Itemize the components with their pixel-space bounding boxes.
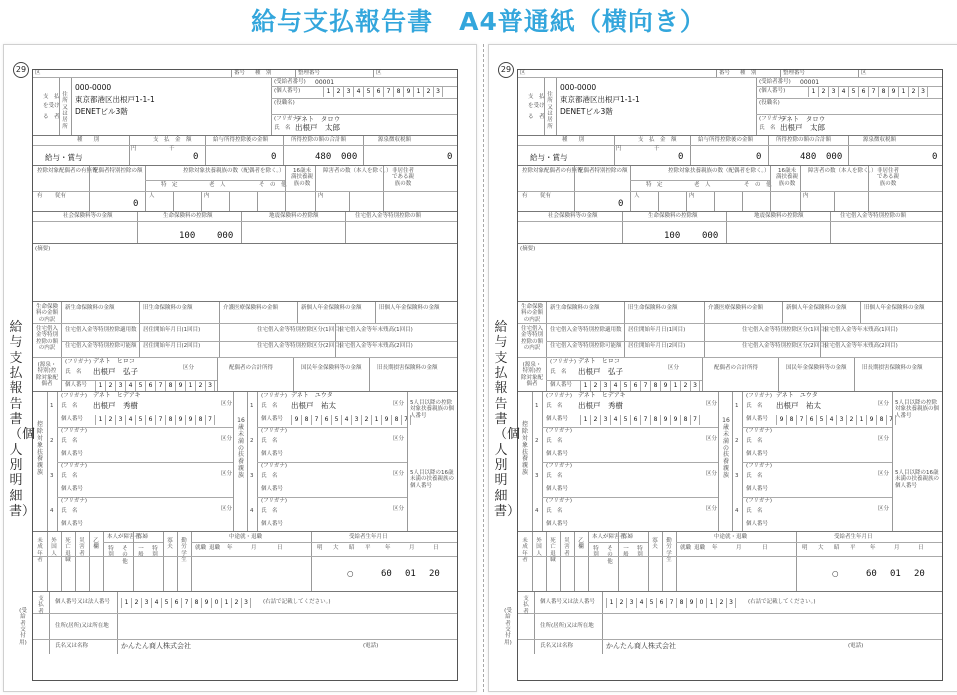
payer-name-row: 氏名又は名称 かんたん商人株式会社 (電話) [518, 640, 942, 654]
amounts-row: 給与・賞与 円 千 0 0 480 000 0 [33, 146, 457, 166]
dependents-row: 有 従有 0 人 内 内 [518, 192, 942, 212]
sheet-divider [483, 44, 484, 692]
recipient-kojin-digits: 1 2 3 4 5 6 7 8 9 1 2 3 [323, 87, 443, 97]
recipient-kojin-digits: 1 2 3 4 5 6 7 8 9 1 2 3 [808, 87, 928, 97]
payer-name-row: 氏名又は名称 かんたん商人株式会社 (電話) [33, 640, 457, 654]
dependents-header: 控除対象配偶者の有無等 配偶者特別控除の額 控除対象扶養親族の数（配偶者を除く。） 特 定 老 人 そ の 他 16歳未満扶養親族の数 障害者の数（本人を除く。） 非居住者である親族の数 [33, 166, 457, 192]
dependents-row: 有 従有 0 人 内 内 [33, 192, 457, 212]
housing-detail: 住宅借入金等特別控除の額の内訳 住宅借入金等特別控除適用数 住宅借入金等特別控除可能額 居住開始年月日(1回目) 居住開始年月日(2回目) 住宅借入金等特別控除区分(1回目) 住宅借入金等特別控除区分(2回目) 住宅借入金等年末残高(1回目) 住宅借入金等年末残高(2回目) [33, 324, 457, 358]
amounts-header: 種 別 支 払 金 額 給与所得控除後の金額 所得控除の額の合計額 源泉徴収税額 [518, 136, 942, 146]
withholding-form-copy: 29 給与支払報告書（個人別明細書） 区 番号 種 別 整理番号 区 支 払 を受け る 者 住所又は居所 000-0000 東京都港区出根戸1-1-1 DENETビル3階 (受給者番号) 00001 (個人番号) 1 2 3 4 5 6 7 8 9 1 2 3 (役職名) (フリガナ) デネト タロウ 氏 名 出根戸 太郎 種 別 支 払 金 額 給与所得控除後の金額 所得控除の額の合計額 源泉徴収税額 給与・賞与 円 千 0 0 480 000 0 控除対象配偶者の有無等 配偶者特別控除の額 控除対象扶養親族の数（配偶者を除く。） 特 定 老 人 そ の 他 16歳未満扶養親族の数 障害者の数（本人を除く。） 非居住者である親族の数 有 従有 0 人 内 内 社会保険料等の金額 生命保険料の控除額 地震保険料の控除額 住宅借入金等特別控除の額 100 000 (摘要) 生命保険料の金額の内訳 新生命保険料の金額 旧生命保険料の金額 介護医療保険料の金額 新個人年金保険料の金額 旧個人年金保険料の金額 住宅借入金等特別控除の額の内訳 住宅借入金等特別控除適用数 住宅借入金等特別控除可能額 居住開始年月日(1回目) 居住開始年月日(2回目) 住宅借入金等特別控除区分(1回目) 住宅借入金等特別控除区分(2回目) 住宅借入金等年末残高(1回目) 住宅借入金等年末残高(2回目) (源泉・特別)控除対象配偶者 (フリガナ) デネト ヒロコ 氏 名 出根戸 弘子 区分 個人番号 1 2 3 4 5 6 7 8 9 1 2 3 配偶者の合計所得 国民年金保険料等の金額 旧長期損害保険料の金額 控除対象扶養親族 1 2 3 4 (フリガナ) デネト ヒデアキ 氏 名 出根戸 秀樹 個人番号 1 2 3 4 5 6 7 8 9 9 8 7 区分 (フリガナ) 氏 名 個人番号 区分 (フリガナ) 氏 名 個人番号 区分 (フリガナ) 氏 名 個人番号 区分 16歳未満の扶養親族 1 2 3 4 (フリガナ) デネト ユウタ 氏 名 出根戸 祐太 個人番号 9 8 7 6 5 4 3 2 1 9 8 7 区分 (フリガナ) 氏 名 個人番号 区分 (フリガナ) 氏 名 個人番号 区分 (フリガナ) 氏 名 個人番号 区分 5人目以降の控除対象扶養親族の個人番号 5人目以降の16歳未満の扶養親族の個人番号 未成年者 外国人 死亡退職 災害者 乙欄 本人が障害者 特別 その他 寡婦 一般 特別 寡夫 勤労学生 中途就・退職 就職 退職 年 月 日 受給者生年月日 明 大 昭 平 年 月 日 ○ 60 01 20 支払者 個人番号又は法人番号 1 2 3 4 5 6 7 8 9 0 1 2 3 (右詰で記載してください。) 住所(居所)又は所在地 氏名又は名称 かんたん商人株式会社 (電話) (受給者交付用) [517, 69, 943, 681]
insurance-row: 100 000 [518, 222, 942, 244]
insurance-header: 社会保険料等の金額 生命保険料の控除額 地震保険料の控除額 住宅借入金等特別控除の額 [33, 212, 457, 222]
dependents-header: 控除対象配偶者の有無等 配偶者特別控除の額 控除対象扶養親族の数（配偶者を除く。） 特 定 老 人 そ の 他 16歳未満扶養親族の数 障害者の数（本人を除く。） 非居住者である親族の数 [518, 166, 942, 192]
status-block: 未成年者 外国人 死亡退職 災害者 乙欄 本人が障害者 特別 その他 寡婦 一般 特別 寡夫 勤労学生 中途就・退職 就職 退職 年 月 日 受給者生年月日 明 大 昭 平 年 月 日 ○ 60 01 20 [518, 532, 942, 592]
insurance-header: 社会保険料等の金額 生命保険料の控除額 地震保険料の控除額 住宅借入金等特別控除の額 [518, 212, 942, 222]
year-mark: 29 [13, 62, 29, 78]
recipient-block: 支 払 を受け る 者 住所又は居所 000-0000 東京都港区出根戸1-1-1 DENETビル3階 (受給者番号) 00001 (個人番号) 1 2 3 4 5 6 7 8 9 1 2 3 (役職名) (フリガナ) デネト タロウ 氏 名 出根戸 太郎 [518, 78, 942, 136]
side-title: 給与支払報告書（個人別明細書） [9, 320, 36, 519]
payer-address-row: 住所(居所)又は所在地 [33, 614, 457, 640]
payer-kojin-row: 支払者 個人番号又は法人番号 1 2 3 4 5 6 7 8 9 0 1 2 3 (右詰で記載してください。) [518, 592, 942, 614]
dependents-block: 控除対象扶養親族 1 2 3 4 (フリガナ) デネト ヒデアキ 氏 名 出根戸 秀樹 個人番号 1 2 3 4 5 6 7 8 9 9 8 7 区分 (フリガナ) 氏 名 個人番号 区分 (フリガナ) 氏 名 個人番号 区分 (フリガナ) 氏 名 個人番号 区分 16歳未満の扶養親族 1 2 3 4 (フリガナ) デネト ユウタ 氏 名 出根戸 祐太 個人番号 9 8 7 6 5 4 3 2 1 9 8 7 区分 (フリガナ) 氏 名 個人番号 区分 (フリガナ) 氏 名 個人番号 区分 (フリガナ) 氏 名 個人番号 区分 5人目以降の控除対象扶養親族の個人番号 5人目以降の16歳未満の扶養親族の個人番号 [518, 392, 942, 532]
payer-kojin-row: 支払者 個人番号又は法人番号 1 2 3 4 5 6 7 8 9 0 1 2 3 (右詰で記載してください。) [33, 592, 457, 614]
recipient-block: 支 払 を受け る 者 住所又は居所 000-0000 東京都港区出根戸1-1-1 DENETビル3階 (受給者番号) 00001 (個人番号) 1 2 3 4 5 6 7 8 9 1 2 3 (役職名) (フリガナ) デネト タロウ 氏 名 出根戸 太郎 [33, 78, 457, 136]
top-row: 区 番号 種 別 整理番号 区 [33, 70, 457, 78]
dependents-block: 控除対象扶養親族 1 2 3 4 (フリガナ) デネト ヒデアキ 氏 名 出根戸 秀樹 個人番号 1 2 3 4 5 6 7 8 9 9 8 7 区分 (フリガナ) 氏 名 個人番号 区分 (フリガナ) 氏 名 個人番号 区分 (フリガナ) 氏 名 個人番号 区分 16歳未満の扶養親族 1 2 3 4 (フリガナ) デネト ユウタ 氏 名 出根戸 祐太 個人番号 9 8 7 6 5 4 3 2 1 9 8 7 区分 (フリガナ) 氏 名 個人番号 区分 (フリガナ) 氏 名 個人番号 区分 (フリガナ) 氏 名 個人番号 区分 5人目以降の控除対象扶養親族の個人番号 5人目以降の16歳未満の扶養親族の個人番号 [33, 392, 457, 532]
form-sheet-left [3, 44, 477, 692]
spouse-block: (源泉・特別)控除対象配偶者 (フリガナ) デネト ヒロコ 氏 名 出根戸 弘子 区分 個人番号 1 2 3 4 5 6 7 8 9 1 2 3 配偶者の合計所得 国民年金保険料等の金額 旧長期損害保険料の金額 [518, 358, 942, 392]
insurance-row: 100 000 [33, 222, 457, 244]
amounts-header: 種 別 支 払 金 額 給与所得控除後の金額 所得控除の額の合計額 源泉徴収税額 [33, 136, 457, 146]
form-sheet-right [488, 44, 957, 692]
remarks-box: (摘要) [33, 244, 457, 302]
amounts-row: 給与・賞与 円 千 0 0 480 000 0 [518, 146, 942, 166]
remarks-box: (摘要) [518, 244, 942, 302]
insurance-detail: 生命保険料の金額の内訳 新生命保険料の金額 旧生命保険料の金額 介護医療保険料の金額 新個人年金保険料の金額 旧個人年金保険料の金額 [33, 302, 457, 324]
housing-detail: 住宅借入金等特別控除の額の内訳 住宅借入金等特別控除適用数 住宅借入金等特別控除可能額 居住開始年月日(1回目) 居住開始年月日(2回目) 住宅借入金等特別控除区分(1回目) 住宅借入金等特別控除区分(2回目) 住宅借入金等年末残高(1回目) 住宅借入金等年末残高(2回目) [518, 324, 942, 358]
withholding-form: 29 給与支払報告書（個人別明細書） 区 番号 種 別 整理番号 区 支 払 を受け る 者 住所又は居所 000-0000 東京都港区出根戸1-1-1 DENETビル3階 (受給者番号) 00001 (個人番号) 1 2 3 4 5 6 7 8 9 1 2 3 (役職名) (フリガナ) デネト タロウ 氏 名 出根戸 太郎 種 別 支 払 金 額 給与所得控除後の金額 所得控除の額の合計額 源泉徴収税額 給与・賞与 円 千 0 0 480 000 0 控除対象配偶者の有無等 配偶者特別控除の額 控除対象扶養親族の数（配偶者を除く。） 特 定 老 人 そ の 他 16歳未満扶養親族の数 障害者の数（本人を除く。） 非居住者である親族の数 有 従有 0 人 内 内 社会保険料等の金額 生命保険料の控除額 地震保険料の控除額 住宅借入金等特別控除の額 100 000 (摘要) 生命保険料の金額の内訳 新生命保険料の金額 旧生命保険料の金額 介護医療保険料の金額 新個人年金保険料の金額 旧個人年金保険料の金額 住宅借入金等特別控除の額の内訳 住宅借入金等特別控除適用数 住宅借入金等特別控除可能額 居住開始年月日(1回目) 居住開始年月日(2回目) 住宅借入金等特別控除区分(1回目) 住宅借入金等特別控除区分(2回目) 住宅借入金等年末残高(1回目) 住宅借入金等年末残高(2回目) (源泉・特別)控除対象配偶者 (フリガナ) デネト ヒロコ 氏 名 出根戸 弘子 区分 個人番号 1 2 3 4 5 6 7 8 9 1 2 3 配偶者の合計所得 国民年金保険料等の金額 旧長期損害保険料の金額 控除対象扶養親族 1 2 3 4 (フリガナ) デネト ヒデアキ 氏 名 出根戸 秀樹 個人番号 1 2 3 4 5 6 7 8 9 9 8 7 区分 (フリガナ) 氏 名 個人番号 区分 (フリガナ) 氏 名 個人番号 区分 (フリガナ) 氏 名 個人番号 区分 16歳未満の扶養親族 1 2 3 4 (フリガナ) デネト ユウタ 氏 名 出根戸 祐太 個人番号 9 8 7 6 5 4 3 2 1 9 8 7 区分 (フリガナ) 氏 名 個人番号 区分 (フリガナ) 氏 名 個人番号 区分 (フリガナ) 氏 名 個人番号 区分 5人目以降の控除対象扶養親族の個人番号 5人目以降の16歳未満の扶養親族の個人番号 未成年者 外国人 死亡退職 災害者 乙欄 本人が障害者 特別 その他 寡婦 一般 特別 寡夫 勤労学生 中途就・退職 就職 退職 年 月 日 受給者生年月日 明 大 昭 平 年 月 日 ○ 60 01 20 支払者 個人番号又は法人番号 1 2 3 4 5 6 7 8 9 0 1 2 3 (右詰で記載してください。) 住所(居所)又は所在地 氏名又は名称 かんたん商人株式会社 (電話) (受給者交付用) [32, 69, 458, 681]
payer-address-row: 住所(居所)又は所在地 [518, 614, 942, 640]
spouse-block: (源泉・特別)控除対象配偶者 (フリガナ) デネト ヒロコ 氏 名 出根戸 弘子 区分 個人番号 1 2 3 4 5 6 7 8 9 1 2 3 配偶者の合計所得 国民年金保険料等の金額 旧長期損害保険料の金額 [33, 358, 457, 392]
page-title: 給与支払報告書 A4普通紙（横向き） [251, 7, 706, 36]
status-block: 未成年者 外国人 死亡退職 災害者 乙欄 本人が障害者 特別 その他 寡婦 一般 特別 寡夫 勤労学生 中途就・退職 就職 退職 年 月 日 受給者生年月日 明 大 昭 平 年 月 日 ○ 60 01 20 [33, 532, 457, 592]
insurance-detail: 生命保険料の金額の内訳 新生命保険料の金額 旧生命保険料の金額 介護医療保険料の金額 新個人年金保険料の金額 旧個人年金保険料の金額 [518, 302, 942, 324]
year-mark: 29 [498, 62, 514, 78]
side-title: 給与支払報告書（個人別明細書） [494, 320, 521, 519]
top-row: 区 番号 種 別 整理番号 区 [518, 70, 942, 78]
